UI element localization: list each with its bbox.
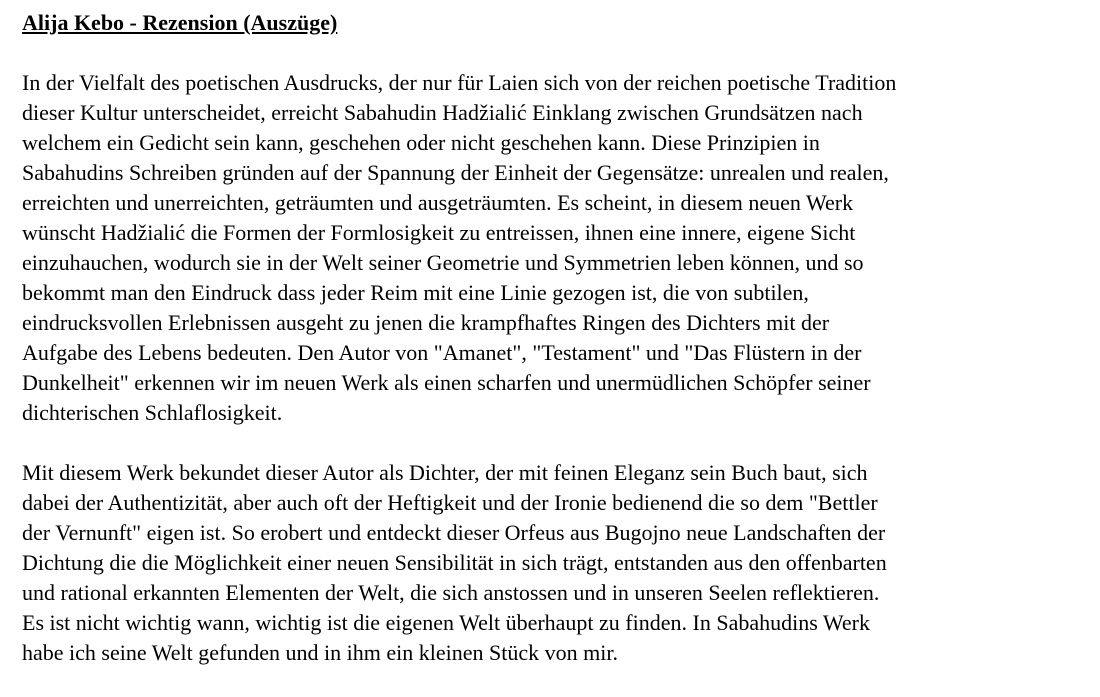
- text-line: Dichtung die die Möglichkeit einer neuen Sensibilität in sich trägt, entstanden aus den offenbarten: [22, 550, 887, 575]
- paragraph-2: [22, 458, 1086, 668]
- document-page: [22, 8, 1086, 668]
- text-line: habe ich seine Welt gefunden und in ihm ein kleinen Stück von mir.: [22, 640, 618, 665]
- text-line: und rational erkannten Elementen der Welt, die sich anstossen und in unseren Seelen reflektieren.: [22, 580, 880, 605]
- text-line: dichterischen Schlaflosigkeit.: [22, 400, 283, 425]
- text-line: eindrucksvollen Erlebnissen ausgeht zu jenen die krampfhaftes Ringen des Dichters mit der: [22, 310, 830, 335]
- text-line: In der Vielfalt des poetischen Ausdrucks, der nur für Laien sich von der reichen poetische Tradition: [22, 70, 897, 95]
- paragraph-1: [22, 68, 1086, 428]
- text-line: bekommt man den Eindruck dass jeder Reim mit eine Linie gezogen ist, die von subtilen,: [22, 280, 809, 305]
- text-line: erreichten und unerreichten, geträumten und ausgeträumten. Es scheint, in diesem neuen Werk: [22, 190, 854, 215]
- text-line: Es ist nicht wichtig wann, wichtig ist die eigenen Welt überhaupt zu finden. In Sabahudins Werk: [22, 610, 870, 635]
- text-line: dabei der Authentizität, aber auch oft der Heftigkeit und der Ironie bedienend die so dem "Bettler: [22, 490, 878, 515]
- text-line: einzuhauchen, wodurch sie in der Welt seiner Geometrie und Symmetrien leben können, und so: [22, 250, 864, 275]
- text-line: dieser Kultur unterscheidet, erreicht Sabahudin Hadžialić Einklang zwischen Grundsätzen nach: [22, 100, 863, 125]
- text-line: Sabahudins Schreiben gründen auf der Spannung der Einheit der Gegensätze: unrealen und realen,: [22, 160, 889, 185]
- text-line: Aufgabe des Lebens bedeuten. Den Autor von "Amanet", "Testament" und "Das Flüstern in der: [22, 340, 862, 365]
- text-line: Mit diesem Werk bekundet dieser Autor als Dichter, der mit feinen Eleganz sein Buch baut, sich: [22, 460, 868, 485]
- text-line: welchem ein Gedicht sein kann, geschehen oder nicht geschehen kann. Diese Prinzipien in: [22, 130, 820, 155]
- text-line: wünscht Hadžialić die Formen der Formlosigkeit zu entreissen, ihnen eine innere, eigene Sicht: [22, 220, 856, 245]
- text-line: Dunkelheit" erkennen wir im neuen Werk als einen scharfen und unermüdlichen Schöpfer seiner: [22, 370, 871, 395]
- text-line: der Vernunft" eigen ist. So erobert und entdeckt dieser Orfeus aus Bugojno neue Landschaften der: [22, 520, 886, 545]
- document-title: Alija Kebo - Rezension (Auszüge): [22, 10, 338, 35]
